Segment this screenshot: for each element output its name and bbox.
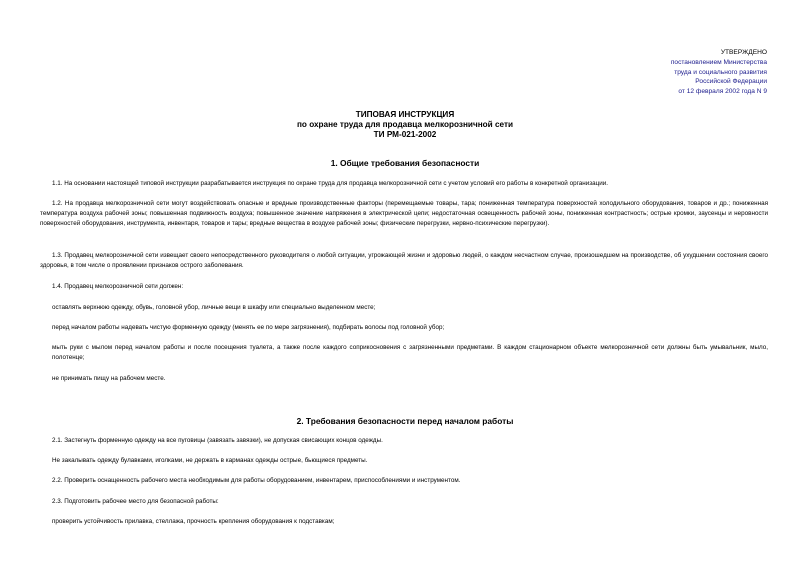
document-title <box>250 110 560 139</box>
list-item: перед началом работы надевать чистую форменную одежду (менять ее по мере загрязнения), подбирать волосы под головной убор; <box>52 324 445 331</box>
paragraph-1-2: 1.2. На продавца мелкорозничной сети могут воздействовать опасные и вредные производственные факторы (перемещаемые товары, тара; пониженная температура поверхностей холодильного оборудования, товаров и др.; пониженная температура воздуха рабочей зоны; повышенная подвижность воздуха; повышенное значение напряжения в электрической цепи; недостаточная освещенность рабочей зоны, пониженная контрастность; острые кромки, заусенцы и неровности поверхностей оборудования, инструмента, инвентаря, товаров и тары; вредные вещества в воздухе рабочей зоны; физические перегрузки, нервно-психические перегрузки). <box>40 200 768 227</box>
list-item: не принимать пищу на рабочем месте. <box>52 375 166 382</box>
approval-block <box>567 48 767 97</box>
paragraph-2-1: 2.1. Застегнуть форменную одежду на все пуговицы (завязать завязки), не допуская свисающих концов одежды. <box>52 437 383 444</box>
paragraph-1-3: 1.3. Продавец мелкорозничной сети извещает своего непосредственного руководителя о любой ситуации, угрожающей жизни и здоровью людей, о каждом несчастном случае, произошедшем на производстве, об ухудшении состояния своего здоровья, в том числе о проявлении признаков острого заболевания. <box>40 252 768 269</box>
paragraph-2-3: 2.3. Подготовить рабочее место для безопасной работы: <box>52 498 219 505</box>
list-item: Не закалывать одежду булавками, иголками, не держать в карманах одежды острые, бьющиеся предметы. <box>52 457 368 464</box>
list-item: оставлять верхнюю одежду, обувь, головной убор, личные вещи в шкафу или специально выделенном месте; <box>52 304 376 311</box>
approval-line[interactable]: от 12 февраля 2002 года N 9 <box>678 88 767 96</box>
section-1-heading: 1. Общие требования безопасности <box>330 158 480 168</box>
section-2-heading: 2. Требования безопасности перед началом работы <box>296 416 514 426</box>
title-line-3: ТИ РМ-021-2002 <box>373 129 437 139</box>
list-item: мыть руки с мылом перед началом работы и после посещения туалета, а также после каждого соприкосновения с загрязненными предметами. В каждом стационарном объекте мелкорозничной сети должны быть умывальник, мыло, полотенце; <box>52 344 768 361</box>
title-line-2: по охране труда для продавца мелкорозничной сети <box>296 119 513 129</box>
paragraph-2-2: 2.2. Проверить оснащенность рабочего места необходимым для работы оборудованием, инвентарем, приспособлениями и инструментом. <box>52 477 461 484</box>
title-line-1: ТИПОВАЯ ИНСТРУКЦИЯ <box>355 110 455 119</box>
paragraph-1-1: 1.1. На основании настоящей типовой инструкции разрабатывается инструкция по охране труда для продавца мелкорозничной сети с учетом условий его работы в конкретной организации. <box>52 180 609 187</box>
approval-line[interactable]: постановлением Министерства <box>670 58 767 66</box>
approval-heading: УТВЕРЖДЕНО <box>720 49 767 56</box>
approval-line[interactable]: Российской Федерации <box>695 78 767 86</box>
list-item: проверить устойчивость прилавка, стеллажа, прочность крепления оборудования к подставкам; <box>52 518 335 525</box>
approval-line[interactable]: труда и социального развития <box>674 68 767 76</box>
paragraph-1-4: 1.4. Продавец мелкорозничной сети должен: <box>52 283 184 290</box>
